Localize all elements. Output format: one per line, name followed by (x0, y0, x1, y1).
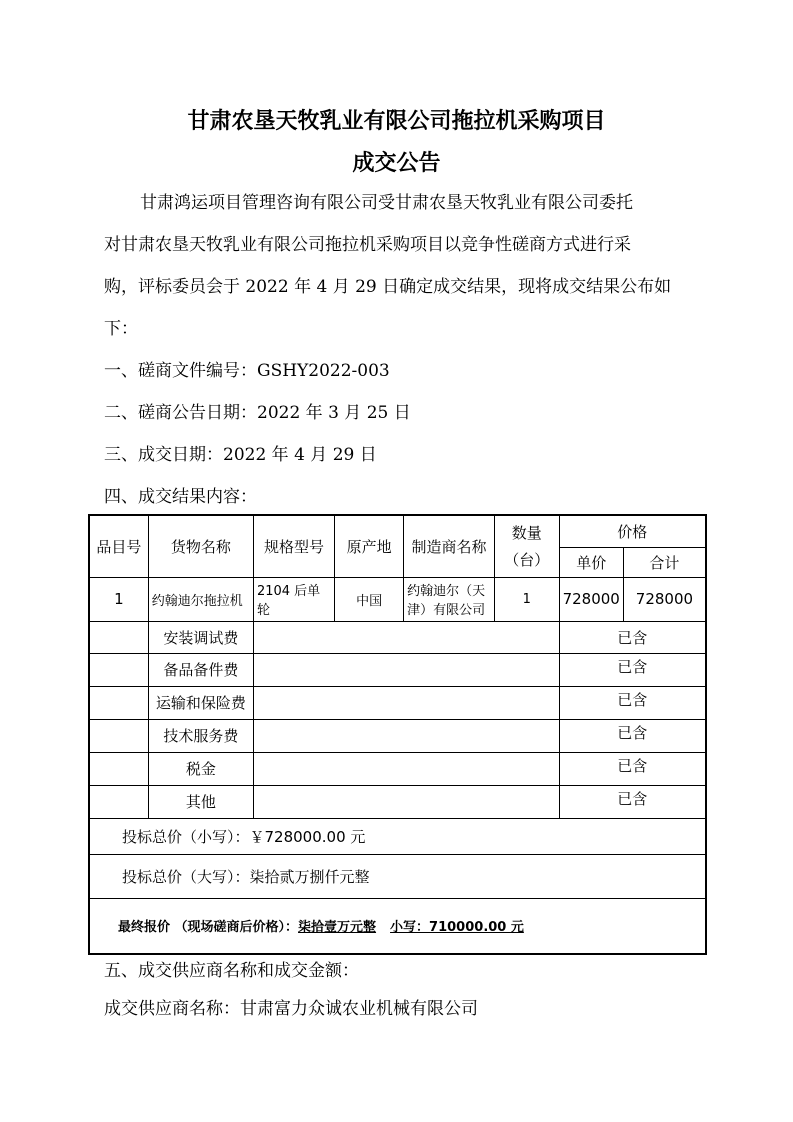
final-price-label: 最终报价 （现场磋商后价格）： (118, 920, 299, 936)
header-goods: 货物名称 (148, 515, 253, 577)
cell-goods: 约翰迪尔拖拉机 (148, 577, 253, 621)
cell-maker-line2: 津）有限公司 (407, 603, 486, 618)
result-table (88, 514, 707, 955)
header-qty-line1: 数量 (511, 524, 542, 543)
section-doc-number: 一、磋商文件编号：GSHY2022-003 (104, 361, 390, 381)
cell-origin: 中国 (335, 577, 404, 621)
section-announce-date: 二、磋商公告日期：2022 年 3 月 25 日 (104, 403, 411, 423)
fee-label: 其他 (148, 785, 253, 818)
fee-value: 已含 (559, 621, 706, 653)
fee-row (89, 621, 706, 653)
header-maker: 制造商名称 (404, 515, 495, 577)
header-spec: 规格型号 (253, 515, 334, 577)
fee-row (89, 752, 706, 785)
document-title: 甘肃农垦天牧乳业有限公司拖拉机采购项目 (187, 108, 606, 134)
final-price-big: 柒拾壹万元整 (298, 920, 377, 936)
section-supplier-heading: 五、成交供应商名称和成交金额： (104, 961, 359, 981)
final-price-row (89, 898, 706, 954)
final-price (89, 898, 706, 954)
total-small-row (89, 818, 706, 854)
header-qty-line2: （台） (504, 551, 550, 570)
fee-row (89, 785, 706, 818)
total-small: 投标总价（小写）：￥728000.00 元 (89, 818, 706, 854)
total-big-row (89, 854, 706, 898)
cell-spec: 2104 后单轮 (253, 577, 334, 621)
cell-item-no: 1 (89, 577, 148, 621)
fee-value: 已含 (559, 686, 706, 719)
final-price-small: 小写：710000.00 元 (390, 920, 524, 936)
intro-line: 甘肃鸿运项目管理咨询有限公司受甘肃农垦天牧乳业有限公司委托 (140, 193, 633, 213)
header-price: 价格 (559, 515, 706, 547)
header-item-no: 品目号 (89, 515, 148, 577)
cell-maker (404, 577, 495, 621)
fee-row (89, 653, 706, 686)
header-total: 合计 (623, 547, 706, 577)
fee-label: 安装调试费 (148, 621, 253, 653)
supplier-name: 成交供应商名称：甘肃富力众诚农业机械有限公司 (104, 999, 478, 1019)
fee-row (89, 719, 706, 752)
fee-value: 已含 (559, 653, 706, 686)
fee-value: 已含 (559, 752, 706, 785)
table-header-row (89, 515, 706, 547)
document-subtitle: 成交公告 (352, 150, 441, 176)
fee-label: 技术服务费 (148, 719, 253, 752)
fee-value: 已含 (559, 719, 706, 752)
intro-line: 购，评标委员会于 2022 年 4 月 29 日确定成交结果，现将成交结果公布如 (104, 277, 672, 297)
header-qty (494, 515, 559, 577)
cell-total: 728000 (623, 577, 706, 621)
intro-line: 对甘肃农垦天牧乳业有限公司拖拉机采购项目以竞争性磋商方式进行采 (104, 235, 631, 255)
fee-label: 备品备件费 (148, 653, 253, 686)
cell-unit-price: 728000 (559, 577, 623, 621)
fee-label: 税金 (148, 752, 253, 785)
section-deal-date: 三、成交日期：2022 年 4 月 29 日 (104, 445, 377, 465)
total-big: 投标总价（大写）：柒拾贰万捌仟元整 (89, 854, 706, 898)
fee-row (89, 686, 706, 719)
header-origin: 原产地 (335, 515, 404, 577)
fee-label: 运输和保险费 (148, 686, 253, 719)
header-unit-price: 单价 (559, 547, 623, 577)
table-row (89, 577, 706, 621)
fee-value: 已含 (559, 785, 706, 818)
cell-qty: 1 (494, 577, 559, 621)
section-result-heading: 四、成交结果内容： (104, 487, 257, 507)
cell-maker-line1: 约翰迪尔（天 (407, 584, 486, 599)
intro-line: 下： (104, 319, 138, 339)
